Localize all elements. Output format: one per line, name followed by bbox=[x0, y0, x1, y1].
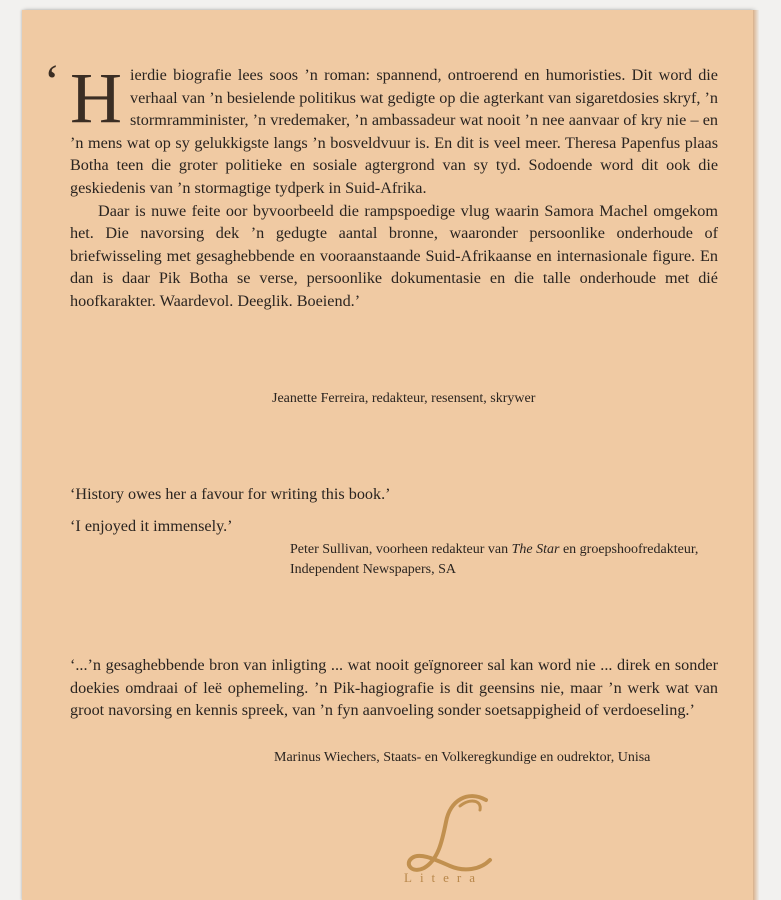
attribution-sullivan bbox=[290, 540, 730, 580]
newspaper-title: The Star bbox=[511, 542, 560, 557]
review-blurb-ferreira bbox=[44, 55, 718, 313]
attribution-wiechers: Marinus Wiechers, Staats- en Volkeregkundige en oudrektor, Unisa bbox=[274, 750, 651, 765]
attribution-ferreira: Jeanette Ferreira, redakteur, resensent, skrywer bbox=[272, 391, 536, 406]
review-blurb-wiechers bbox=[70, 654, 718, 722]
quote-history: ‘History owes her a favour for writing this book.’ bbox=[70, 485, 391, 503]
cover-edge bbox=[753, 10, 759, 900]
blurb-paragraph-3: ‘...’n gesaghebbende bron van inligting ... wat nooit geïgnoreer sal kan word nie ... direk en sonder doekies omdraai of leë ophemeling. ’n Pik-hagiografie is dit geensins nie, maar ’n werk wat van groot navorsing en kennis spreek, van ’n fyn aanvoeling sonder soetsappigheid of verdoeseling.’ bbox=[70, 656, 718, 720]
dropcap-block bbox=[44, 55, 718, 200]
attribution-sullivan-post: en groepshoofredakteur, Independent Newspapers, SA bbox=[290, 542, 699, 577]
blurb-paragraph-1: ierdie biografie lees soos ’n roman: spannend, ontroerend en humoristies. Dit word die verhaal van ’n besielende politikus wat gedigte op die agterkant van sigaretdosies skryf, ’n stormramminister, ’n vredemaker, ’n ambassadeur wat nooit ’n nee aanvaar of kry nie – en ’n mens wat op sy gelukkigste langs ’n bosveldvuur is. En dit is veel meer. Theresa Papenfus plaas Botha teen die groter politieke en sosiale agtergrond van sy tyd. Sodoende word dit ook die geskiedenis van ’n stormagtige tydperk in Suid-Afrika. bbox=[70, 66, 718, 197]
attribution-sullivan-pre: Peter Sullivan, voorheen redakteur van bbox=[290, 542, 512, 557]
publisher-name: Litera bbox=[404, 870, 484, 885]
blurb-paragraph-2: Daar is nuwe feite oor byvoorbeeld die rampspoedige vlug waarin Samora Machel omgekom het. Die navorsing dek ’n gedugte aantal bronne, waaronder persoonlike onderhoude of briefwisseling met gesaghebbende en vooraanstaande Suid-Afrikaanse en internasionale figure. En dan is daar Pik Botha se verse, persoonlike dokumentasie en die talle onderhoude met dié hoofkarakter. Waardevol. Deeglik. Boeiend.’ bbox=[70, 201, 718, 310]
drop-cap: H bbox=[70, 58, 122, 138]
quote-enjoyed: ‘I enjoyed it immensely.’ bbox=[70, 517, 233, 535]
opening-quote-mark: ‘ bbox=[44, 55, 60, 108]
